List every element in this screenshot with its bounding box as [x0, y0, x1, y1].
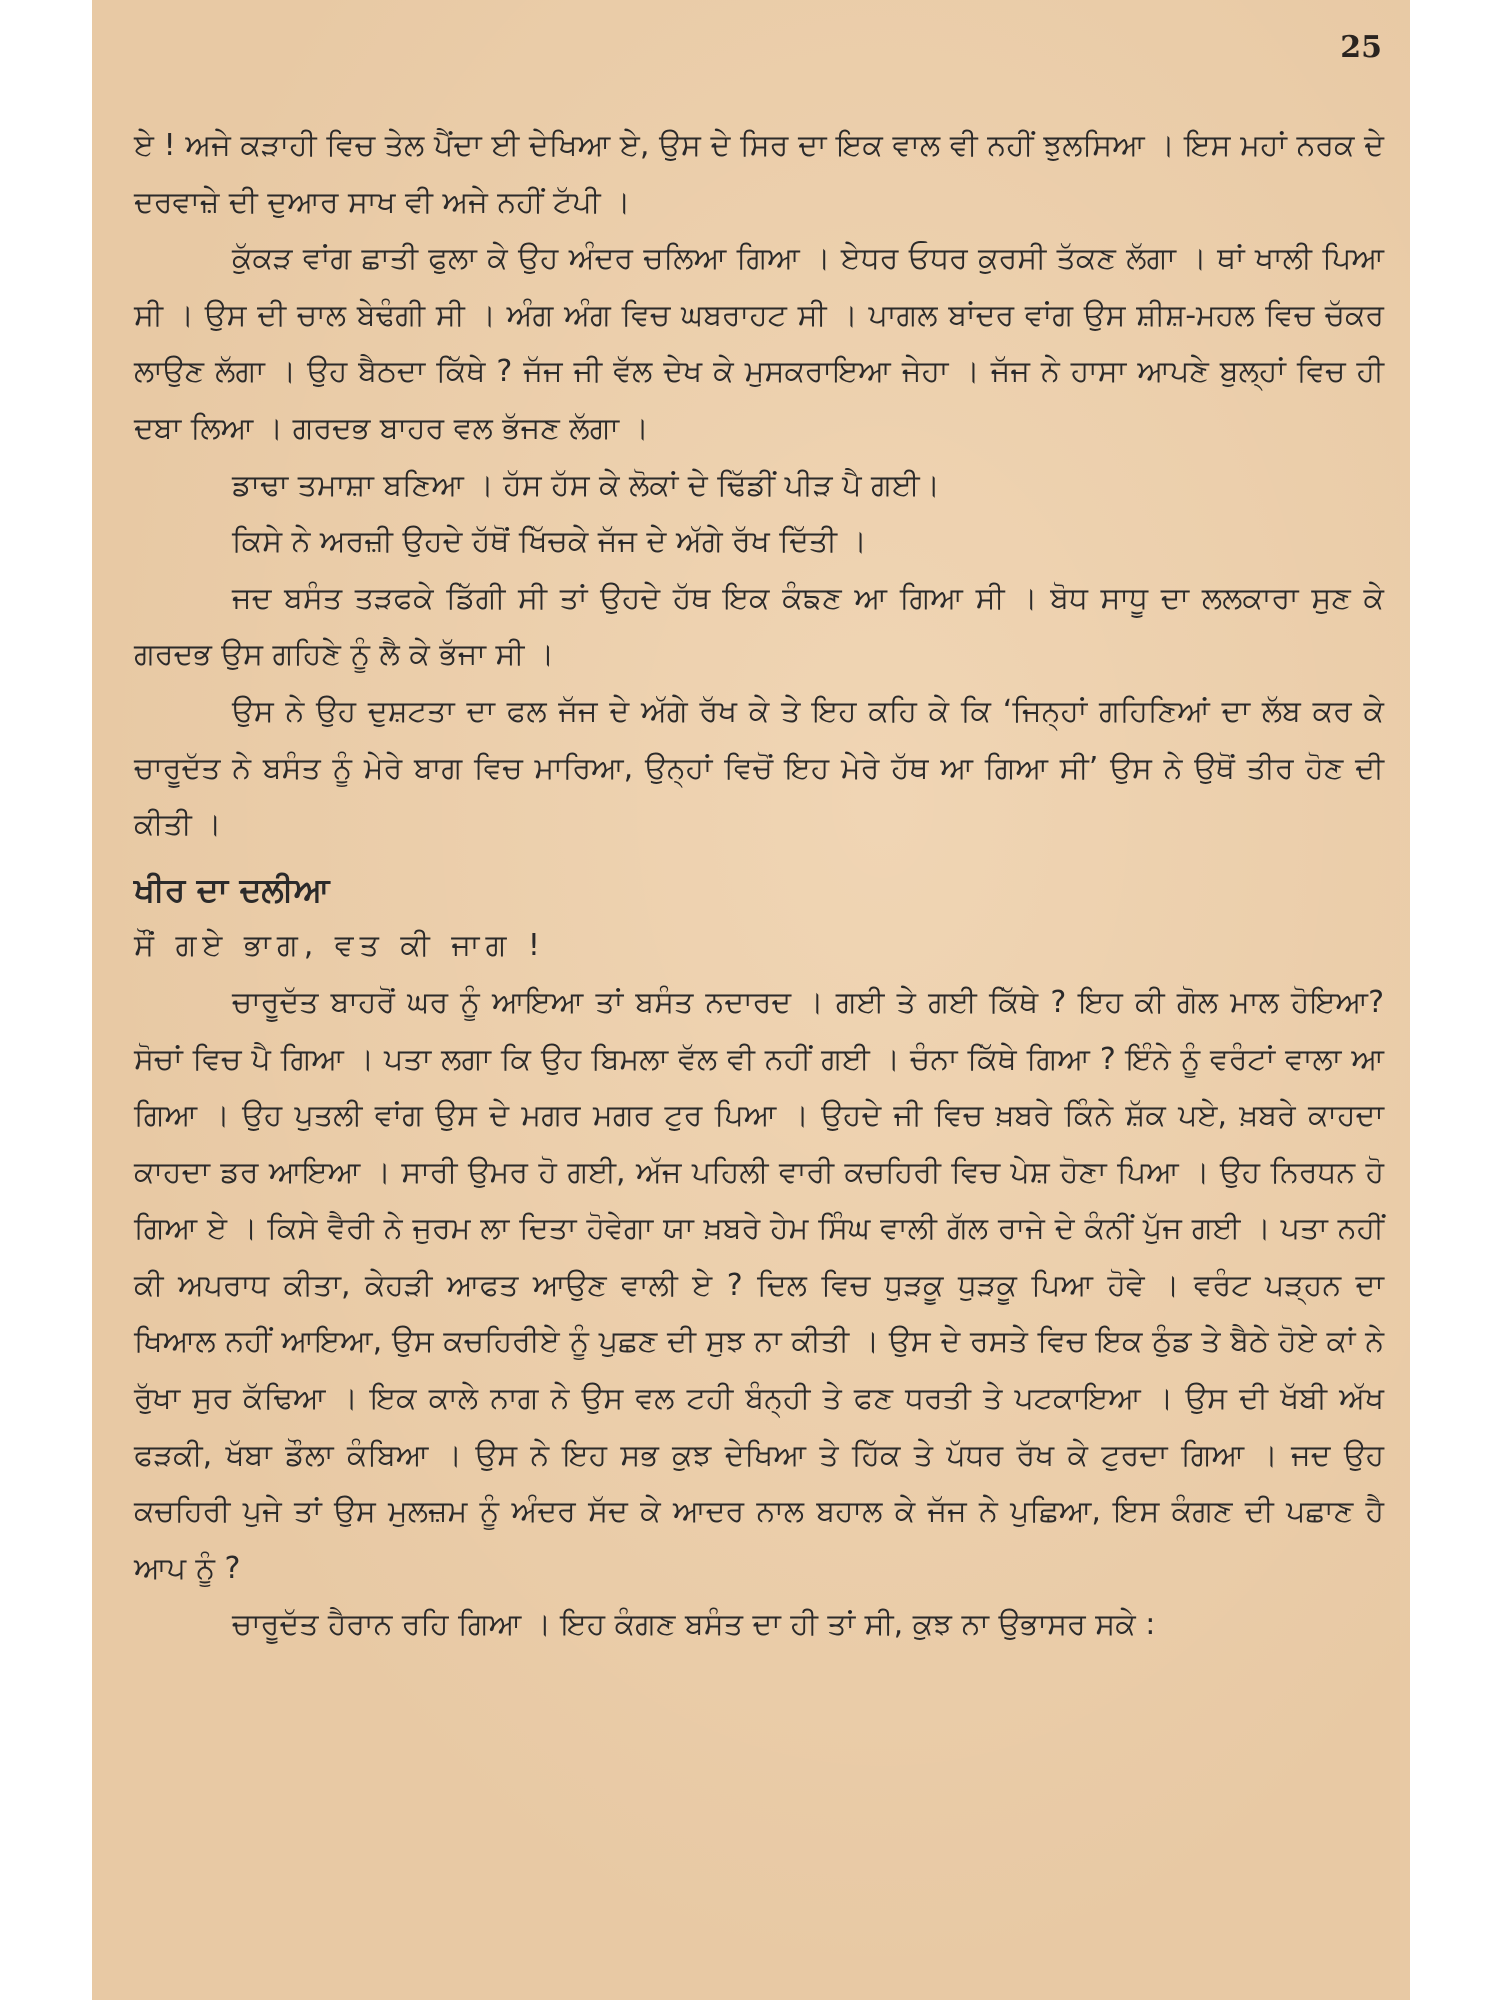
paragraph-2: ਕੁੱਕੜ ਵਾਂਗ ਛਾਤੀ ਫੁਲਾ ਕੇ ਉਹ ਅੰਦਰ ਚਲਿਆ ਗਿਆ । ਏਧਰ ਓਧਰ ਕੁਰਸੀ ਤੱਕਣ ਲੱਗਾ । ਥਾਂ ਖਾਲੀ ਪਿਆ ਸੀ । ਉਸ ਦੀ ਚਾਲ ਬੇਢੰਗੀ ਸੀ । ਅੰਗ ਅੰਗ ਵਿਚ ਘਬਰਾਹਟ ਸੀ । ਪਾਗਲ ਬਾਂਦਰ ਵਾਂਗ ਉਸ ਸ਼ੀਸ਼-ਮਹਲ ਵਿਚ ਚੱਕਰ ਲਾਉਣ ਲੱਗਾ । ਉਹ ਬੈਠਦਾ ਕਿੱਥੇ ? ਜੱਜ ਜੀ ਵੱਲ ਦੇਖ ਕੇ ਮੁਸਕਰਾਇਆ ਜੇਹਾ । ਜੱਜ ਨੇ ਹਾਸਾ ਆਪਣੇ ਬੁਲ੍ਹਾਂ ਵਿਚ ਹੀ ਦਬਾ ਲਿਆ । ਗਰਦਭ ਬਾਹਰ ਵਲ ਭੱਜਣ ਲੱਗਾ ।	[134, 241, 1384, 446]
paragraph-1: ਏ ! ਅਜੇ ਕੜਾਹੀ ਵਿਚ ਤੇਲ ਪੈਂਦਾ ਈ ਦੇਖਿਆ ਏ, ਉਸ ਦੇ ਸਿਰ ਦਾ ਇਕ ਵਾਲ ਵੀ ਨਹੀਂ ਝੁਲਸਿਆ । ਇਸ ਮਹਾਂ ਨਰਕ ਦੇ ਦਰਵਾਜ਼ੇ ਦੀ ਦੁਆਰ ਸਾਖ ਵੀ ਅਜੇ ਨਹੀਂ ਟੱਪੀ ।	[134, 128, 1384, 220]
paragraph-7: ਚਾਰੂਦੱਤ ਬਾਹਰੋਂ ਘਰ ਨੂੰ ਆਇਆ ਤਾਂ ਬਸੰਤ ਨਦਾਰਦ । ਗਈ ਤੇ ਗਈ ਕਿੱਥੇ ? ਇਹ ਕੀ ਗੋਲ ਮਾਲ ਹੋਇਆ? ਸੋਚਾਂ ਵਿਚ ਪੈ ਗਿਆ । ਪਤਾ ਲਗਾ ਕਿ ਉਹ ਬਿਮਲਾ ਵੱਲ ਵੀ ਨਹੀਂ ਗਈ । ਚੰਨਾ ਕਿੱਥੇ ਗਿਆ ? ਇੰਨੇ ਨੂੰ ਵਰੰਟਾਂ ਵਾਲਾ ਆ ਗਿਆ । ਉਹ ਪੁਤਲੀ ਵਾਂਗ ਉਸ ਦੇ ਮਗਰ ਮਗਰ ਟੁਰ ਪਿਆ । ਉਹਦੇ ਜੀ ਵਿਚ ਖ਼ਬਰੇ ਕਿੰਨੇ ਸ਼ੱਕ ਪਏ, ਖ਼ਬਰੇ ਕਾਹਦਾ ਕਾਹਦਾ ਡਰ ਆਇਆ । ਸਾਰੀ ਉਮਰ ਹੋ ਗਈ, ਅੱਜ ਪਹਿਲੀ ਵਾਰੀ ਕਚਹਿਰੀ ਵਿਚ ਪੇਸ਼ ਹੋਣਾ ਪਿਆ । ਉਹ ਨਿਰਧਨ ਹੋ ਗਿਆ ਏ । ਕਿਸੇ ਵੈਰੀ ਨੇ ਜੁਰਮ ਲਾ ਦਿਤਾ ਹੋਵੇਗਾ ਯਾ ਖ਼ਬਰੇ ਹੇਮ ਸਿੰਘ ਵਾਲੀ ਗੱਲ ਰਾਜੇ ਦੇ ਕੰਨੀਂ ਪੁੱਜ ਗਈ । ਪਤਾ ਨਹੀਂ ਕੀ ਅਪਰਾਧ ਕੀਤਾ, ਕੇਹੜੀ ਆਫਤ ਆਉਣ ਵਾਲੀ ਏ ? ਦਿਲ ਵਿਚ ਧੁੜਕੂ ਧੁੜਕੂ ਪਿਆ ਹੋਵੇ । ਵਰੰਟ ਪੜ੍ਹਨ ਦਾ ਖਿਆਲ ਨਹੀਂ ਆਇਆ, ਉਸ ਕਚਹਿਰੀਏ ਨੂੰ ਪੁਛਣ ਦੀ ਸੁਝ ਨਾ ਕੀਤੀ । ਉਸ ਦੇ ਰਸਤੇ ਵਿਚ ਇਕ ਠੁੰਡ ਤੇ ਬੈਠੇ ਹੋਏ ਕਾਂ ਨੇ ਰੁੱਖਾ ਸੁਰ ਕੱਢਿਆ । ਇਕ ਕਾਲੇ ਨਾਗ ਨੇ ਉਸ ਵਲ ਟਹੀ ਬੰਨ੍ਹੀ ਤੇ ਫਣ ਧਰਤੀ ਤੇ ਪਟਕਾਇਆ । ਉਸ ਦੀ ਖੱਬੀ ਅੱਖ ਫੜਕੀ, ਖੱਬਾ ਡੌਲਾ ਕੰਬਿਆ । ਉਸ ਨੇ ਇਹ ਸਭ ਕੁਝ ਦੇਖਿਆ ਤੇ ਹਿੱਕ ਤੇ ਪੱਧਰ ਰੱਖ ਕੇ ਟੁਰਦਾ ਗਿਆ । ਜਦ ਉਹ ਕਚਹਿਰੀ ਪੁਜੇ ਤਾਂ ਉਸ ਮੁਲਜ਼ਮ ਨੂੰ ਅੰਦਰ ਸੱਦ ਕੇ ਆਦਰ ਨਾਲ ਬਹਾਲ ਕੇ ਜੱਜ ਨੇ ਪੁਛਿਆ, ਇਸ ਕੰਗਣ ਦੀ ਪਛਾਣ ਹੈ ਆਪ ਨੂੰ ?	[134, 984, 1384, 1586]
paragraph-4: ਕਿਸੇ ਨੇ ਅਰਜ਼ੀ ਉਹਦੇ ਹੱਥੋਂ ਖਿੱਚਕੇ ਜੱਜ ਦੇ ਅੱਗੇ ਰੱਖ ਦਿੱਤੀ ।	[232, 524, 867, 560]
paragraph-3: ਡਾਢਾ ਤਮਾਸ਼ਾ ਬਣਿਆ । ਹੱਸ ਹੱਸ ਕੇ ਲੋਕਾਂ ਦੇ ਢਿੱਡੀਂ ਪੀੜ ਪੈ ਗਈ।	[232, 467, 940, 503]
book-page	[92, 0, 1410, 2000]
section-subheading: ਸੌਂ ਗਏ ਭਾਗ, ਵਤ ਕੀ ਜਾਗ !	[134, 928, 546, 964]
paragraph-5: ਜਦ ਬਸੰਤ ਤੜਫਕੇ ਡਿੱਗੀ ਸੀ ਤਾਂ ਉਹਦੇ ਹੱਥ ਇਕ ਕੰਙਣ ਆ ਗਿਆ ਸੀ । ਬੋਧ ਸਾਧੂ ਦਾ ਲਲਕਾਰਾ ਸੁਣ ਕੇ ਗਰਦਭ ਉਸ ਗਹਿਣੇ ਨੂੰ ਲੈ ਕੇ ਭੱਜਾ ਸੀ ।	[134, 580, 1384, 673]
paragraph-8: ਚਾਰੂਦੱਤ ਹੈਰਾਨ ਰਹਿ ਗਿਆ । ਇਹ ਕੰਗਣ ਬਸੰਤ ਦਾ ਹੀ ਤਾਂ ਸੀ, ਕੁਝ ਨਾ ਉਭਾਸਰ ਸਕੇ :	[232, 1607, 1156, 1643]
paragraph-6: ਉਸ ਨੇ ਉਹ ਦੁਸ਼ਟਤਾ ਦਾ ਫਲ ਜੱਜ ਦੇ ਅੱਗੇ ਰੱਖ ਕੇ ਤੇ ਇਹ ਕਹਿ ਕੇ ਕਿ ‘ਜਿਨ੍ਹਾਂ ਗਹਿਣਿਆਂ ਦਾ ਲੱਬ ਕਰ ਕੇ ਚਾਰੂਦੱਤ ਨੇ ਬਸੰਤ ਨੂੰ ਮੇਰੇ ਬਾਗ ਵਿਚ ਮਾਰਿਆ, ਉਨ੍ਹਾਂ ਵਿਚੋਂ ਇਹ ਮੇਰੇ ਹੱਥ ਆ ਗਿਆ ਸੀ’ ਉਸ ਨੇ ਉਥੋਂ ਤੀਰ ਹੋਣ ਦੀ ਕੀਤੀ ।	[134, 693, 1384, 843]
section-heading: ਖੀਰ ਦਾ ਦਲੀਆ	[134, 869, 330, 909]
page-number: 25	[1340, 30, 1382, 65]
page-text	[134, 118, 1384, 1654]
